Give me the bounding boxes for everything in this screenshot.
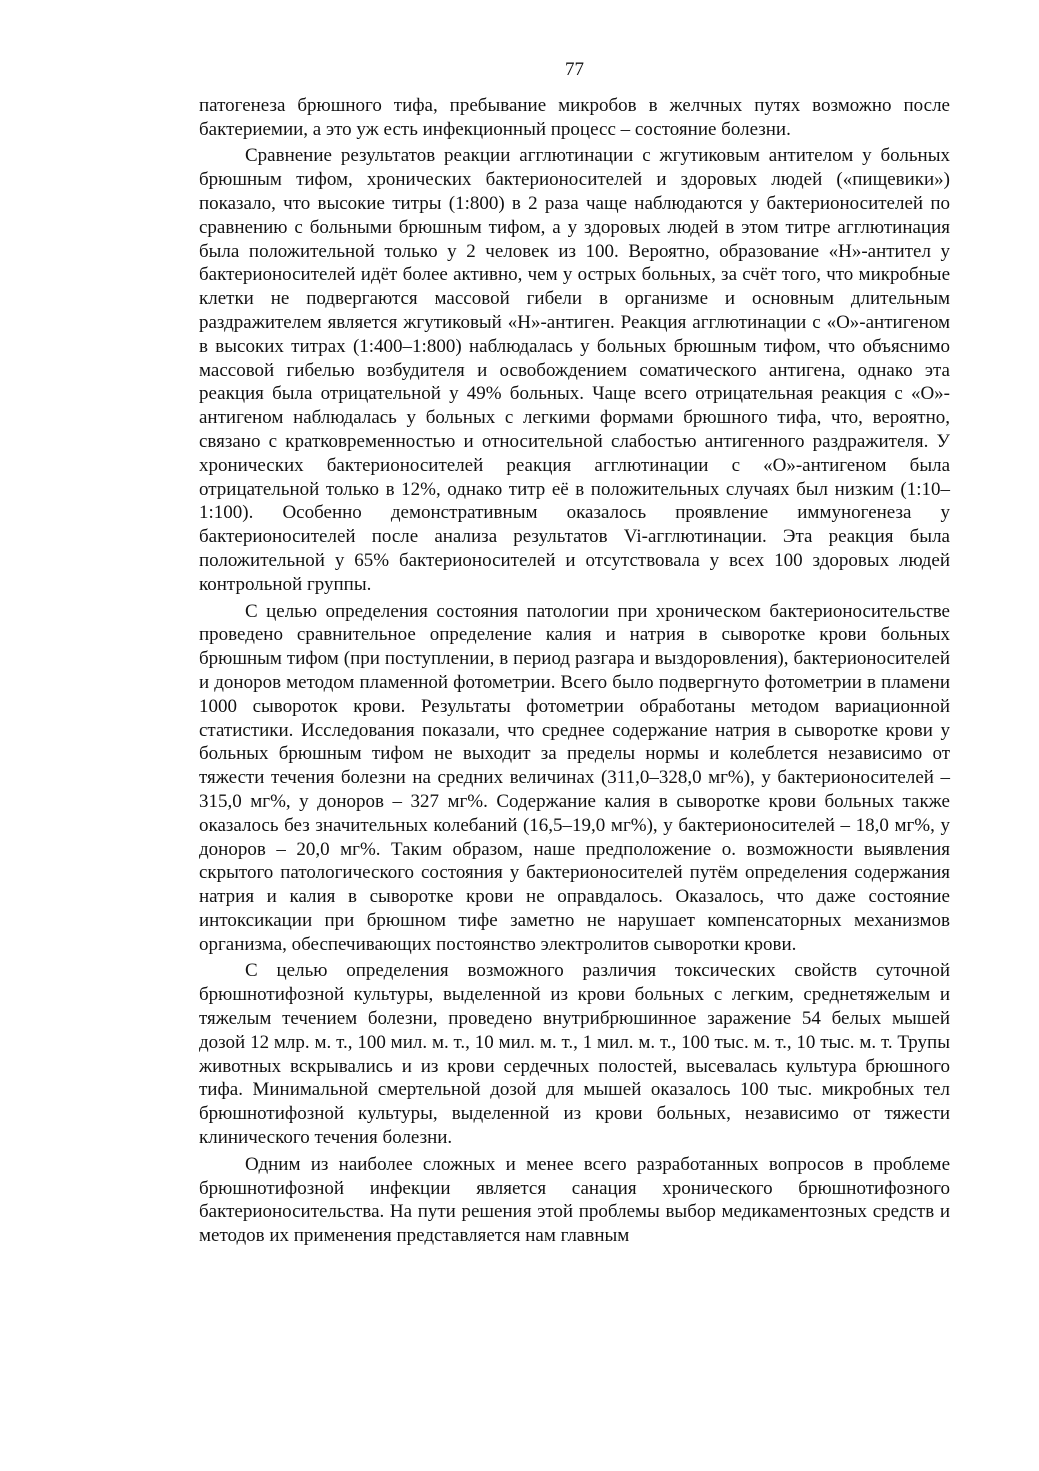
paragraph-agglutination: Сравнение результатов реакции агглютинации с жгутиковым антителом у больных брюшным тифом, хронических бактерионосителей и здоровых людей («пищевики») показало, что высокие титры (1:800) в 2 раза чаще наблюдаются у бактерионосителей по сравнению с больными брюшным тифом, а у здоровых людей в этом титре агглютинация была положительной только у 2 человек из 100. Вероятно, образование «Н»-антител у бактерионосителей идёт более активно, чем у острых больных, за счёт того, что микробные клетки не подвергаются массовой гибели в организме и основным длительным раздражителем является жгутиковый «Н»-антиген. Реакция агглютинации с «О»-антигеном в высоких титрах (1:400–1:800) наблюдалась у больных брюшным тифом, что объяснимо массовой гибелью возбудителя и освобождением соматического антигена, однако эта реакция была отрицательной у 49% больных. Чаще всего отрицательная реакция с «О»-антигеном наблюдалась у больных с легкими формами брюшного тифа, что, вероятно, связано с кратковременностью и относительной слабостью антигенного раздражителя. У хронических бактерионосителей реакция агглютинации с «О»-антигеном была отрицательной только в 12%, однако титр её в положительных случаях был низким (1:10–1:100). Особенно демонстративным оказалось проявление иммуногенеза у бактерионосителей после анализа результатов Vi-агглютинации. Эта реакция была положительной у 65% бактерионосителей и отсутствовала у всех 100 здоровых людей контрольной группы. [199, 145, 950, 595]
paragraph-mice-infection: С целью определения возможного различия токсических свойств суточной брюшнотифозной культуры, выделенной из крови больных с легким, среднетяжелым и тяжелым течением болезни, проведено внутрибрюшинное заражение 54 белых мышей дозой 12 млр. м. т., 100 мил. м. т., 10 мил. м. т., 1 мил. м. т., 100 тыс. м. т., 10 тыс. м. т. Трупы животных вскрывались и из крови сердечных полостей, высевалась культура брюшного тифа. Минимальной смертельной дозой для мышей оказалось 100 тыс. микробных тел брюшнотифозной культуры, выделенной из крови больных, независимо от тяжести клинического течения болезни. [199, 960, 950, 1149]
page-number: 77 [565, 59, 584, 80]
document-page [199, 58, 950, 1248]
paragraph-sanitation: Одним из наиболее сложных и менее всего разработанных вопросов в проблеме брюшнотифозной инфекции является санация хронического брюшнотифозного бактерионосительства. На пути решения этой проблемы выбор медикаментозных средств и методов их применения представляется нам главным [199, 1153, 950, 1247]
paragraph-photometry: С целью определения состояния патологии при хроническом бактерионосительстве проведено сравнительное определение калия и натрия в сыворотке крови больных брюшным тифом (при поступлении, в период разгара и выздоровления), бактерионосителей и доноров методом пламенной фотометрии. Всего было подвергнуто фотометрии в пламени 1000 сывороток крови. Результаты фотометрии обработаны методом вариационной статистики. Исследования показали, что среднее содержание натрия в сыворотке крови у больных брюшным тифом не выходит за пределы нормы и колеблется независимо от тяжести течения болезни на средних величинах (311,0–328,0 мг%), у бактерионосителей – 315,0 мг%, у доноров – 327 мг%. Содержание калия в сыворотке крови больных также оказалось без значительных колебаний (16,5–19,0 мг%), у бактерионосителей – 18,0 мг%, у доноров – 20,0 мг%. Таким образом, наше предположение о. возможности выявления скрытого патологического состояния у бактерионосителей путём определения содержания натрия и калия в сыворотке крови не оправдалось. Оказалось, что даже состояние интоксикации при брюшном тифе заметно не нарушает компенсаторных механизмов организма, обеспечивающих постоянство электролитов сыворотки крови. [199, 600, 950, 955]
paragraph-continuation: патогенеза брюшного тифа, пребывание микробов в желчных путях возможно после бактериемии, а это уж есть инфекционный процесс – состояние болезни. [199, 94, 950, 140]
